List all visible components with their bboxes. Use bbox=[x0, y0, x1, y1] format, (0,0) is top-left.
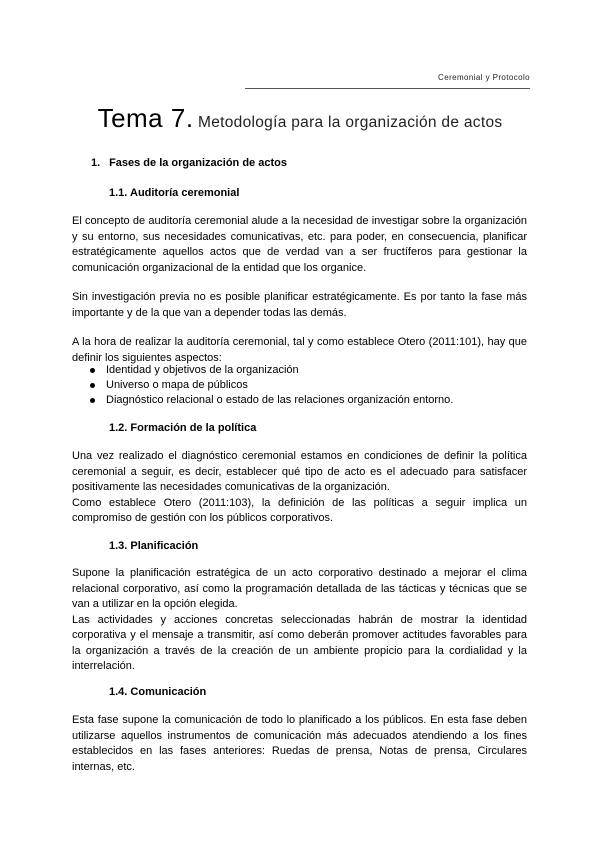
paragraph-text: Una vez realizado el diagnóstico ceremonial estamos en condiciones de definir la política ceremonial a seguir, es decir, establecer qué tipo de acto es el adecuado para satisfacer positivamente las necesidades comunicativas de la organización. bbox=[72, 450, 527, 493]
paragraph bbox=[72, 566, 527, 675]
paragraph-text: Supone la planificación estratégica de un acto corporativo destinado a mejorar el clima relacional corporativo, así como la programación detallada de las tácticas y técnicas que se van a utilizar en la opción elegida. bbox=[72, 567, 527, 610]
paragraph-text: Esta fase supone la comunicación de todo lo planificado a los públicos. En esta fase deben utilizarse aquellos instrumentos de comunicación más adecuados atendiendo a los fines establecidos en las fases anteriores: Ruedas de prensa, Notas de prensa, Circulares internas, etc. bbox=[72, 714, 527, 773]
subsection-heading-politica: 1.2. Formación de la política bbox=[109, 422, 257, 434]
page-title bbox=[0, 103, 600, 134]
paragraph bbox=[72, 290, 527, 321]
subsection-heading-auditoria: 1.1. Auditoría ceremonial bbox=[109, 187, 240, 199]
title-main: Tema 7. bbox=[97, 103, 194, 133]
section-number: 1. bbox=[91, 157, 101, 169]
paragraph bbox=[72, 449, 527, 527]
paragraph-text: Sin investigación previa no es posible planificar estratégicamente. Es por tanto la fase más importante y de la que van a depender todas las demás. bbox=[72, 291, 527, 319]
title-sub: Metodología para la organización de actos bbox=[198, 114, 503, 131]
section-title: Fases de la organización de actos bbox=[109, 157, 287, 169]
paragraph bbox=[72, 713, 527, 775]
subsection-heading-planificacion: 1.3. Planificación bbox=[109, 540, 199, 552]
paragraph-text: El concepto de auditoría ceremonial alude a la necesidad de investigar sobre la organización y su entorno, sus necesidades comunicativas, etc. para poder, en consecuencia, planificar estratégicamente aquellos actos que de verdad van a ser fructíferos para gestionar la comunicación organizacional de la entidad que los organice. bbox=[72, 215, 527, 274]
list-item: Universo o mapa de públicos bbox=[72, 378, 527, 393]
subsection-heading-comunicacion: 1.4. Comunicación bbox=[109, 686, 207, 698]
paragraph-text: Las actividades y acciones concretas seleccionadas habrán de mostrar la identidad corporativa y el mensaje a transmitir, así como deberán promover actitudes favorables para la organización a través de la creación de un ambiente propicio para la cordialidad y la interrelación. bbox=[72, 613, 527, 672]
paragraph bbox=[72, 214, 527, 276]
bullet-list bbox=[72, 363, 527, 408]
paragraph-text: A la hora de realizar la auditoría ceremonial, tal y como establece Otero (2011:101), hay que definir los siguientes aspectos: bbox=[72, 336, 527, 364]
paragraph bbox=[72, 335, 527, 366]
list-item: Identidad y objetivos de la organización bbox=[72, 363, 527, 378]
section-heading bbox=[91, 157, 287, 169]
header-divider bbox=[245, 88, 530, 89]
list-item: Diagnóstico relacional o estado de las relaciones organización entorno. bbox=[72, 393, 527, 408]
running-header: Ceremonial y Protocolo bbox=[438, 73, 530, 82]
paragraph-text: Como establece Otero (2011:103), la definición de las políticas a seguir implica un compromiso de gestión con los públicos corporativos. bbox=[72, 496, 527, 524]
